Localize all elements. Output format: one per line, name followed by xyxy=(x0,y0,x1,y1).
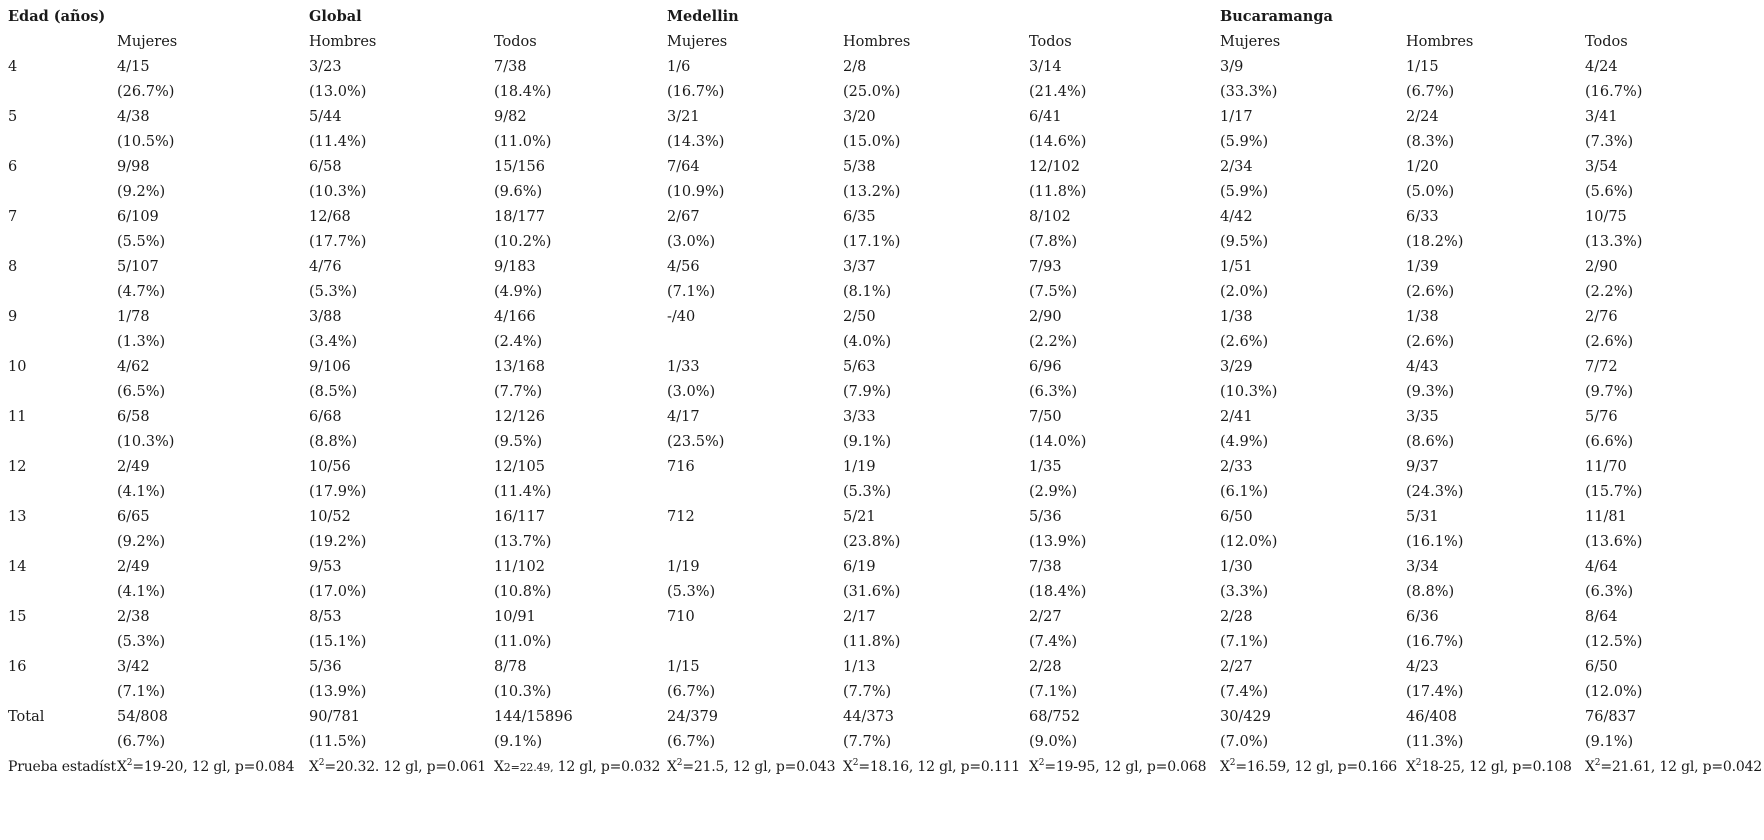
stat-value: $X^2=21.61$, 12 gl, p=0.042 xyxy=(1585,758,1762,775)
count-cell: 9/183 xyxy=(494,259,536,275)
percent-cell: (7.8%) xyxy=(1029,234,1078,250)
percent-cell: (11.8%) xyxy=(843,634,901,650)
count-cell: 2/27 xyxy=(1220,659,1253,675)
count-cell: 4/38 xyxy=(117,109,150,125)
percent-cell: (13.9%) xyxy=(309,684,367,700)
count-cell: 2/27 xyxy=(1029,609,1062,625)
count-cell: 6/58 xyxy=(309,159,342,175)
count-cell: 2/8 xyxy=(843,59,867,75)
count-cell: 1/39 xyxy=(1406,259,1439,275)
percent-cell: (18.2%) xyxy=(1406,234,1464,250)
percent-cell: (7.1%) xyxy=(117,684,166,700)
percent-cell: (7.1%) xyxy=(667,284,716,300)
percent-cell: (5.3%) xyxy=(843,484,892,500)
count-cell: 44/373 xyxy=(843,709,895,725)
percent-cell: (8.6%) xyxy=(1406,434,1455,450)
group-header-2: Bucaramanga xyxy=(1220,8,1333,25)
percent-cell: (16.7%) xyxy=(1406,634,1464,650)
percent-cell: (11.4%) xyxy=(494,484,552,500)
subheader-1: Hombres xyxy=(309,34,377,50)
percent-cell: (2.6%) xyxy=(1220,334,1269,350)
count-cell: 6/96 xyxy=(1029,359,1062,375)
count-cell: 11/81 xyxy=(1585,509,1627,525)
percent-cell: (7.5%) xyxy=(1029,284,1078,300)
count-cell: 2/49 xyxy=(117,459,150,475)
row-age-6: 10 xyxy=(8,359,27,375)
percent-cell: (6.3%) xyxy=(1029,384,1078,400)
percent-cell: (7.7%) xyxy=(494,384,543,400)
count-cell: 2/38 xyxy=(117,609,150,625)
stats-label: Prueba estadíst xyxy=(8,759,116,775)
percent-cell: (10.3%) xyxy=(117,434,175,450)
count-cell: 2/76 xyxy=(1585,309,1618,325)
count-cell: 1/13 xyxy=(843,659,876,675)
count-cell: 2/90 xyxy=(1029,309,1062,325)
count-cell: 5/36 xyxy=(309,659,342,675)
percent-cell: (5.9%) xyxy=(1220,134,1269,150)
stat-value: $X^2=18.16$, 12 gl, p=0.111 xyxy=(843,758,1020,775)
percent-cell: (9.2%) xyxy=(117,184,166,200)
count-cell: 7/38 xyxy=(1029,559,1062,575)
percent-cell: (6.7%) xyxy=(117,734,166,750)
count-cell: 8/53 xyxy=(309,609,342,625)
count-cell: 4/42 xyxy=(1220,209,1253,225)
count-cell: 8/64 xyxy=(1585,609,1618,625)
count-cell: 2/34 xyxy=(1220,159,1253,175)
count-cell: 2/33 xyxy=(1220,459,1253,475)
count-cell: 10/56 xyxy=(309,459,351,475)
percent-cell: (6.7%) xyxy=(667,734,716,750)
count-cell: 1/35 xyxy=(1029,459,1062,475)
percent-cell: (10.3%) xyxy=(1220,384,1278,400)
row-age-0: 4 xyxy=(8,59,18,75)
percent-cell: (17.4%) xyxy=(1406,684,1464,700)
percent-cell: (13.6%) xyxy=(1585,534,1643,550)
percent-cell: (2.4%) xyxy=(494,334,543,350)
percent-cell: (6.6%) xyxy=(1585,434,1634,450)
stat-value: $X^2=21.5$, 12 gl, p=0.043 xyxy=(667,758,836,775)
percent-cell: (7.1%) xyxy=(1220,634,1269,650)
count-cell: 18/177 xyxy=(494,209,546,225)
percent-cell: (7.9%) xyxy=(843,384,892,400)
count-cell: 6/41 xyxy=(1029,109,1062,125)
percent-cell: (4.1%) xyxy=(117,484,166,500)
count-cell: 6/109 xyxy=(117,209,159,225)
percent-cell: (13.0%) xyxy=(309,84,367,100)
percent-cell: (6.3%) xyxy=(1585,584,1634,600)
count-cell: 4/56 xyxy=(667,259,700,275)
count-cell: 5/107 xyxy=(117,259,159,275)
percent-cell: (25.0%) xyxy=(843,84,901,100)
percent-cell: (10.9%) xyxy=(667,184,725,200)
percent-cell: (9.5%) xyxy=(494,434,543,450)
percent-cell: (5.3%) xyxy=(117,634,166,650)
count-cell: 7/50 xyxy=(1029,409,1062,425)
count-cell: 3/21 xyxy=(667,109,700,125)
percent-cell: (2.9%) xyxy=(1029,484,1078,500)
count-cell: 46/408 xyxy=(1406,709,1458,725)
percent-cell: (9.7%) xyxy=(1585,384,1634,400)
percent-cell: (3.0%) xyxy=(667,234,716,250)
percent-cell: (12.5%) xyxy=(1585,634,1643,650)
stat-value: $X^218-25$, 12 gl, p=0.108 xyxy=(1406,758,1572,775)
count-cell: 1/17 xyxy=(1220,109,1253,125)
stat-value: X2=22.49, 12 gl, p=0.032 xyxy=(494,759,661,775)
count-cell: 4/23 xyxy=(1406,659,1439,675)
count-cell: 6/68 xyxy=(309,409,342,425)
percent-cell: (5.3%) xyxy=(667,584,716,600)
count-cell: 1/51 xyxy=(1220,259,1253,275)
percent-cell: (7.4%) xyxy=(1029,634,1078,650)
percent-cell: (6.7%) xyxy=(1406,84,1455,100)
percent-cell: (1.3%) xyxy=(117,334,166,350)
count-cell: 3/20 xyxy=(843,109,876,125)
percent-cell: (9.1%) xyxy=(843,434,892,450)
percent-cell: (12.0%) xyxy=(1585,684,1643,700)
count-cell: 16/117 xyxy=(494,509,546,525)
count-cell: 3/42 xyxy=(117,659,150,675)
count-cell: 5/63 xyxy=(843,359,876,375)
stat-value: $X^2=16.59$, 12 gl, p=0.166 xyxy=(1220,758,1397,775)
subheader-3: Mujeres xyxy=(667,34,728,50)
percent-cell: (3.3%) xyxy=(1220,584,1269,600)
count-cell: 90/781 xyxy=(309,709,361,725)
count-cell: 6/58 xyxy=(117,409,150,425)
count-cell: 2/41 xyxy=(1220,409,1253,425)
count-cell: 1/15 xyxy=(667,659,700,675)
percent-cell: (4.9%) xyxy=(1220,434,1269,450)
percent-cell: (23.5%) xyxy=(667,434,725,450)
percent-cell: (10.5%) xyxy=(117,134,175,150)
count-cell: -/40 xyxy=(667,309,696,325)
percent-cell: (4.9%) xyxy=(494,284,543,300)
percent-cell: (16.7%) xyxy=(1585,84,1643,100)
count-cell: 1/6 xyxy=(667,59,691,75)
count-cell: 1/33 xyxy=(667,359,700,375)
subheader-8: Todos xyxy=(1585,34,1628,50)
percent-cell: (11.5%) xyxy=(309,734,367,750)
count-cell: 3/14 xyxy=(1029,59,1062,75)
count-cell: 4/76 xyxy=(309,259,342,275)
percent-cell: (2.6%) xyxy=(1406,334,1455,350)
row-age-13: Total xyxy=(8,709,45,725)
percent-cell: (13.3%) xyxy=(1585,234,1643,250)
percent-cell: (31.6%) xyxy=(843,584,901,600)
row-age-12: 16 xyxy=(8,659,27,675)
percent-cell: (3.4%) xyxy=(309,334,358,350)
count-cell: 2/17 xyxy=(843,609,876,625)
count-cell: 1/38 xyxy=(1220,309,1253,325)
row-age-9: 13 xyxy=(8,509,27,525)
percent-cell: (11.0%) xyxy=(494,634,552,650)
percent-cell: (11.8%) xyxy=(1029,184,1087,200)
percent-cell: (10.3%) xyxy=(494,684,552,700)
percent-cell: (16.7%) xyxy=(667,84,725,100)
count-cell: 1/78 xyxy=(117,309,150,325)
row-age-5: 9 xyxy=(8,309,18,325)
row-age-1: 5 xyxy=(8,109,18,125)
percent-cell: (15.0%) xyxy=(843,134,901,150)
percent-cell: (10.2%) xyxy=(494,234,552,250)
count-cell: 5/44 xyxy=(309,109,342,125)
subheader-2: Todos xyxy=(494,34,537,50)
count-cell: 6/35 xyxy=(843,209,876,225)
percent-cell: (7.7%) xyxy=(843,734,892,750)
percent-cell: (2.6%) xyxy=(1406,284,1455,300)
count-cell: 3/35 xyxy=(1406,409,1439,425)
count-cell: 4/15 xyxy=(117,59,150,75)
row-age-4: 8 xyxy=(8,259,18,275)
count-cell: 4/64 xyxy=(1585,559,1618,575)
percent-cell: (14.6%) xyxy=(1029,134,1087,150)
count-cell: 2/24 xyxy=(1406,109,1439,125)
percent-cell: (5.5%) xyxy=(117,234,166,250)
percent-cell: (33.3%) xyxy=(1220,84,1278,100)
count-cell: 4/43 xyxy=(1406,359,1439,375)
percent-cell: (2.2%) xyxy=(1585,284,1634,300)
count-cell: 3/41 xyxy=(1585,109,1618,125)
percent-cell: (13.7%) xyxy=(494,534,552,550)
count-cell: 6/19 xyxy=(843,559,876,575)
count-cell: 5/36 xyxy=(1029,509,1062,525)
count-cell: 2/90 xyxy=(1585,259,1618,275)
percent-cell: (9.2%) xyxy=(117,534,166,550)
percent-cell: (8.8%) xyxy=(1406,584,1455,600)
percent-cell: (9.5%) xyxy=(1220,234,1269,250)
percent-cell: (13.2%) xyxy=(843,184,901,200)
percent-cell: (6.1%) xyxy=(1220,484,1269,500)
subheader-0: Mujeres xyxy=(117,34,178,50)
percent-cell: (9.1%) xyxy=(1585,734,1634,750)
group-header-0: Global xyxy=(309,8,362,25)
count-cell: 30/429 xyxy=(1220,709,1272,725)
percent-cell: (9.6%) xyxy=(494,184,543,200)
percent-cell: (5.3%) xyxy=(309,284,358,300)
count-cell: 7/93 xyxy=(1029,259,1062,275)
percent-cell: (8.8%) xyxy=(309,434,358,450)
count-cell: 12/68 xyxy=(309,209,351,225)
count-cell: 2/50 xyxy=(843,309,876,325)
row-age-2: 6 xyxy=(8,159,18,175)
count-cell: 5/21 xyxy=(843,509,876,525)
percent-cell: (7.4%) xyxy=(1220,684,1269,700)
row-age-8: 12 xyxy=(8,459,27,475)
count-cell: 11/70 xyxy=(1585,459,1627,475)
count-cell: 3/9 xyxy=(1220,59,1244,75)
percent-cell: (18.4%) xyxy=(494,84,552,100)
count-cell: 9/37 xyxy=(1406,459,1439,475)
percent-cell: (7.7%) xyxy=(843,684,892,700)
count-cell: 12/126 xyxy=(494,409,546,425)
percent-cell: (17.0%) xyxy=(309,584,367,600)
count-cell: 716 xyxy=(667,459,695,475)
subheader-6: Mujeres xyxy=(1220,34,1281,50)
percent-cell: (9.3%) xyxy=(1406,384,1455,400)
subheader-5: Todos xyxy=(1029,34,1072,50)
percent-cell: (2.0%) xyxy=(1220,284,1269,300)
count-cell: 5/76 xyxy=(1585,409,1618,425)
percent-cell: (8.1%) xyxy=(843,284,892,300)
percent-cell: (18.4%) xyxy=(1029,584,1087,600)
percent-cell: (7.0%) xyxy=(1220,734,1269,750)
percent-cell: (5.9%) xyxy=(1220,184,1269,200)
count-cell: 8/102 xyxy=(1029,209,1071,225)
count-cell: 1/19 xyxy=(843,459,876,475)
percent-cell: (2.6%) xyxy=(1585,334,1634,350)
row-age-7: 11 xyxy=(8,409,27,425)
count-cell: 68/752 xyxy=(1029,709,1081,725)
count-cell: 4/24 xyxy=(1585,59,1618,75)
percent-cell: (10.8%) xyxy=(494,584,552,600)
percent-cell: (11.3%) xyxy=(1406,734,1464,750)
stat-value: $X^2=19-20$, 12 gl, p=0.084 xyxy=(117,758,295,775)
percent-cell: (8.3%) xyxy=(1406,134,1455,150)
count-cell: 4/62 xyxy=(117,359,150,375)
count-cell: 712 xyxy=(667,509,695,525)
age-header: Edad (años) xyxy=(8,8,106,25)
percent-cell: (17.1%) xyxy=(843,234,901,250)
count-cell: 7/38 xyxy=(494,59,527,75)
count-cell: 54/808 xyxy=(117,709,169,725)
percent-cell: (24.3%) xyxy=(1406,484,1464,500)
count-cell: 8/78 xyxy=(494,659,527,675)
percent-cell: (11.0%) xyxy=(494,134,552,150)
percent-cell: (23.8%) xyxy=(843,534,901,550)
count-cell: 144/15896 xyxy=(494,709,573,725)
percent-cell: (19.2%) xyxy=(309,534,367,550)
count-cell: 12/102 xyxy=(1029,159,1081,175)
count-cell: 9/53 xyxy=(309,559,342,575)
percent-cell: (4.0%) xyxy=(843,334,892,350)
percent-cell: (9.1%) xyxy=(494,734,543,750)
row-age-10: 14 xyxy=(8,559,27,575)
count-cell: 3/33 xyxy=(843,409,876,425)
count-cell: 15/156 xyxy=(494,159,546,175)
count-cell: 3/34 xyxy=(1406,559,1439,575)
count-cell: 9/106 xyxy=(309,359,351,375)
percent-cell: (6.5%) xyxy=(117,384,166,400)
count-cell: 1/19 xyxy=(667,559,700,575)
percent-cell: (13.9%) xyxy=(1029,534,1087,550)
count-cell: 5/38 xyxy=(843,159,876,175)
count-cell: 13/168 xyxy=(494,359,546,375)
count-cell: 10/75 xyxy=(1585,209,1627,225)
count-cell: 4/166 xyxy=(494,309,536,325)
count-cell: 3/23 xyxy=(309,59,342,75)
percent-cell: (3.0%) xyxy=(667,384,716,400)
count-cell: 2/28 xyxy=(1220,609,1253,625)
count-cell: 24/379 xyxy=(667,709,719,725)
count-cell: 1/30 xyxy=(1220,559,1253,575)
percent-cell: (5.6%) xyxy=(1585,184,1634,200)
count-cell: 6/36 xyxy=(1406,609,1439,625)
count-cell: 76/837 xyxy=(1585,709,1637,725)
percent-cell: (26.7%) xyxy=(117,84,175,100)
count-cell: 7/64 xyxy=(667,159,700,175)
count-cell: 3/88 xyxy=(309,309,342,325)
percent-cell: (9.0%) xyxy=(1029,734,1078,750)
count-cell: 12/105 xyxy=(494,459,546,475)
stat-value: $X^2=20.32$. 12 gl, p=0.061 xyxy=(309,758,486,775)
count-cell: 5/31 xyxy=(1406,509,1439,525)
count-cell: 3/29 xyxy=(1220,359,1253,375)
percent-cell: (6.7%) xyxy=(667,684,716,700)
count-cell: 710 xyxy=(667,609,695,625)
count-cell: 3/37 xyxy=(843,259,876,275)
percent-cell: (7.3%) xyxy=(1585,134,1634,150)
row-age-11: 15 xyxy=(8,609,27,625)
percent-cell: (17.9%) xyxy=(309,484,367,500)
count-cell: 1/38 xyxy=(1406,309,1439,325)
percent-cell: (15.1%) xyxy=(309,634,367,650)
percent-cell: (5.0%) xyxy=(1406,184,1455,200)
count-cell: 1/15 xyxy=(1406,59,1439,75)
count-cell: 4/17 xyxy=(667,409,700,425)
percent-cell: (4.1%) xyxy=(117,584,166,600)
count-cell: 2/49 xyxy=(117,559,150,575)
percent-cell: (2.2%) xyxy=(1029,334,1078,350)
percent-cell: (21.4%) xyxy=(1029,84,1087,100)
percent-cell: (12.0%) xyxy=(1220,534,1278,550)
count-cell: 2/28 xyxy=(1029,659,1062,675)
percent-cell: (7.1%) xyxy=(1029,684,1078,700)
count-cell: 11/102 xyxy=(494,559,546,575)
percent-cell: (11.4%) xyxy=(309,134,367,150)
percent-cell: (4.7%) xyxy=(117,284,166,300)
percent-cell: (14.3%) xyxy=(667,134,725,150)
percent-cell: (15.7%) xyxy=(1585,484,1643,500)
percent-cell: (14.0%) xyxy=(1029,434,1087,450)
count-cell: 6/50 xyxy=(1585,659,1618,675)
percent-cell: (10.3%) xyxy=(309,184,367,200)
count-cell: 6/33 xyxy=(1406,209,1439,225)
count-cell: 9/82 xyxy=(494,109,527,125)
count-cell: 6/65 xyxy=(117,509,150,525)
percent-cell: (16.1%) xyxy=(1406,534,1464,550)
subheader-7: Hombres xyxy=(1406,34,1474,50)
stat-value: $X^2=19-95$, 12 gl, p=0.068 xyxy=(1029,758,1207,775)
count-cell: 1/20 xyxy=(1406,159,1439,175)
row-age-3: 7 xyxy=(8,209,18,225)
count-cell: 7/72 xyxy=(1585,359,1618,375)
subheader-4: Hombres xyxy=(843,34,911,50)
count-cell: 3/54 xyxy=(1585,159,1618,175)
count-cell: 10/91 xyxy=(494,609,536,625)
count-cell: 9/98 xyxy=(117,159,150,175)
count-cell: 2/67 xyxy=(667,209,700,225)
count-cell: 10/52 xyxy=(309,509,351,525)
count-cell: 6/50 xyxy=(1220,509,1253,525)
group-header-1: Medellin xyxy=(667,8,739,25)
percent-cell: (8.5%) xyxy=(309,384,358,400)
percent-cell: (17.7%) xyxy=(309,234,367,250)
